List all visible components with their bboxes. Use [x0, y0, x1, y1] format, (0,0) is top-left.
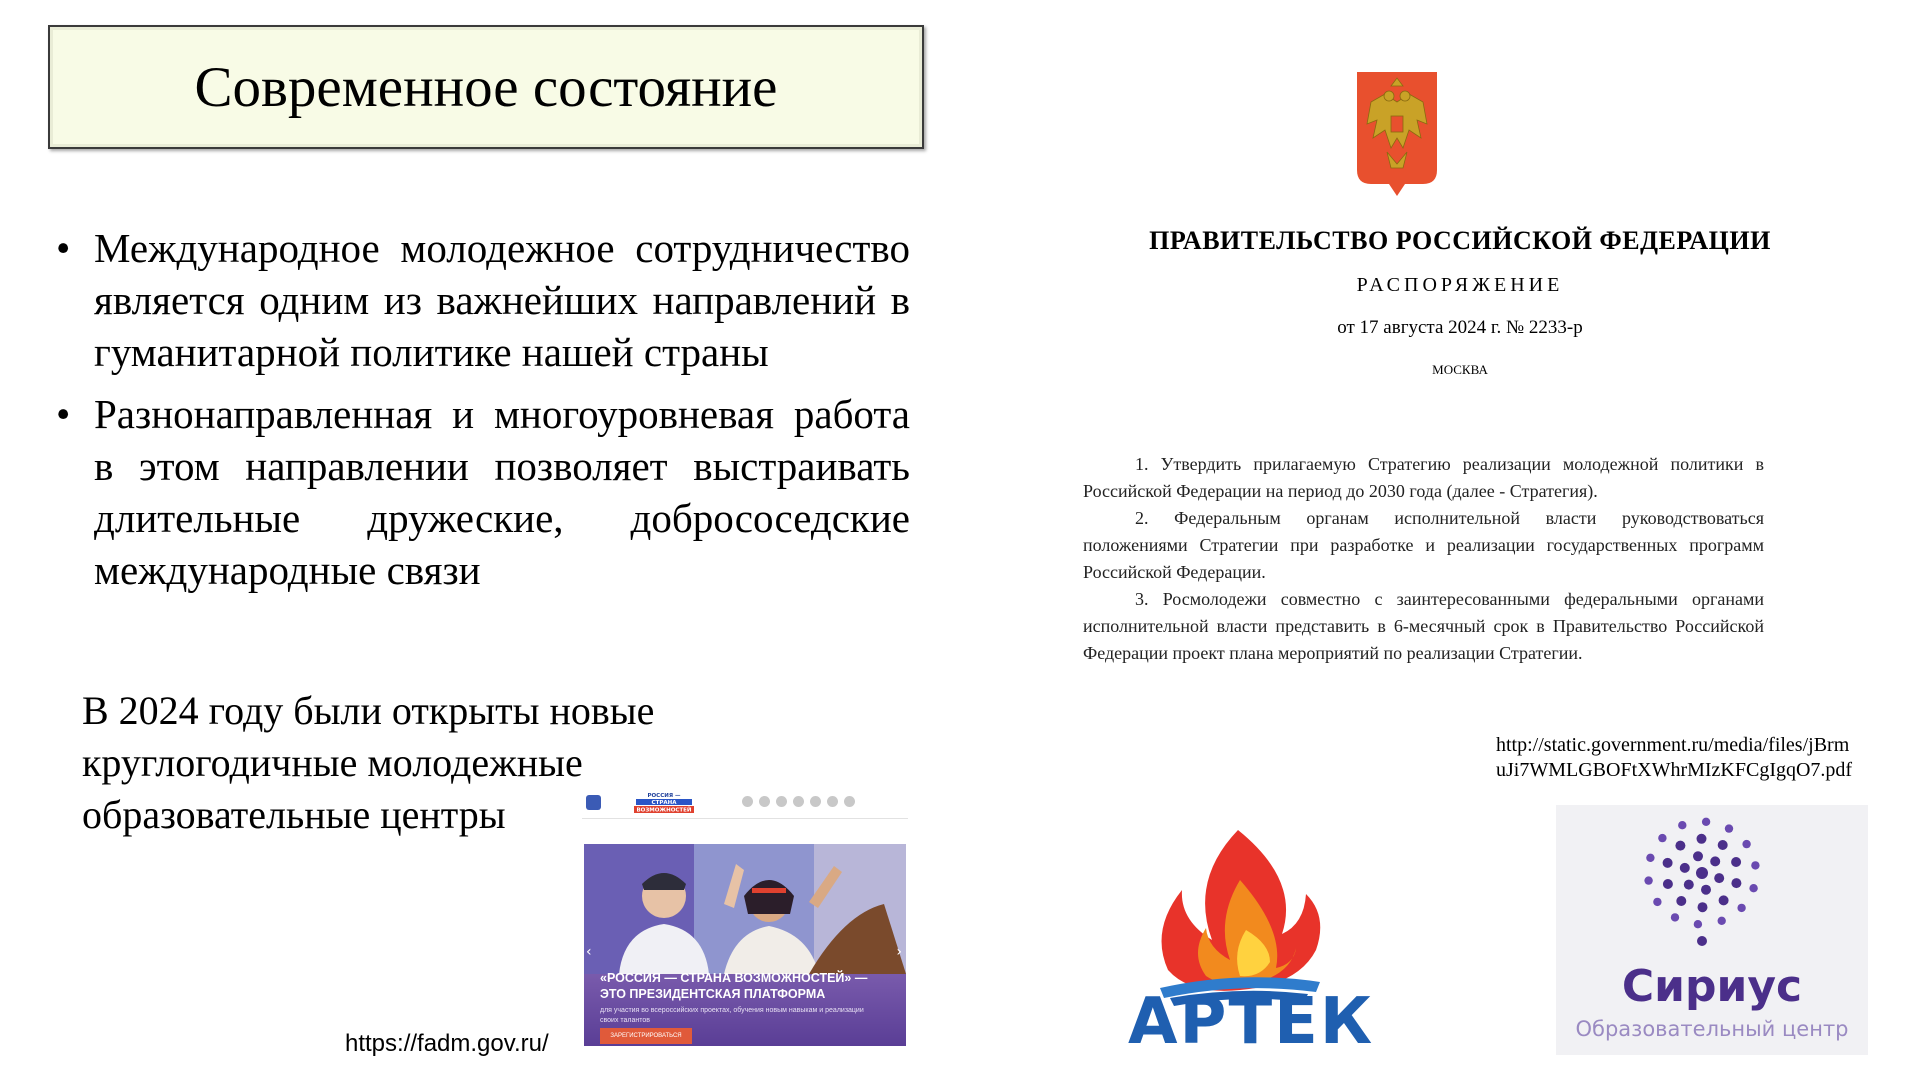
sirius-dot: [1693, 851, 1703, 861]
sirius-dot: [1653, 898, 1661, 906]
sirius-name: Сириус: [1621, 961, 1803, 1012]
bullet-list: [50, 222, 910, 606]
sirius-dot: [1676, 896, 1686, 906]
social-icons: [742, 796, 855, 807]
sirius-dot: [1710, 856, 1720, 866]
gov-paragraph: 1. Утвердить прилагаемую Стратегию реализации молодежной политики в Российской Федерации на период до 2030 года (далее - Стратегия).: [1083, 454, 1764, 501]
sirius-dot: [1684, 880, 1694, 890]
website-header: [582, 786, 908, 819]
hero-photo: [584, 844, 906, 974]
social-icon[interactable]: [776, 796, 787, 807]
gov-city: МОСКВА: [1432, 362, 1488, 377]
sirius-dots-icon: [1632, 813, 1772, 953]
coat-of-arms-icon: [1357, 72, 1437, 200]
centers-text: В 2024 году были открыты новые круглогодичные молодежные образовательные центры: [82, 688, 655, 837]
fadm-link[interactable]: https://fadm.gov.ru/: [345, 1030, 549, 1057]
website-logo-top: РОССИЯ —: [647, 793, 681, 799]
sirius-dot: [1718, 917, 1726, 925]
sirius-dot: [1694, 920, 1702, 928]
bullet-item: • Разнонаправленная и многоуровневая работа в этом направлении позволяет выстраивать длительные дружеские, добрососедские международные связи: [50, 388, 910, 596]
sirius-dot: [1678, 821, 1686, 829]
sirius-dot: [1671, 913, 1679, 921]
sirius-dot: [1725, 824, 1733, 832]
artek-name: АРТЕК: [1128, 985, 1375, 1059]
website-logo: [632, 790, 696, 814]
hero-next-arrow[interactable]: ›: [896, 944, 902, 960]
sirius-dot: [1698, 902, 1708, 912]
gov-body: [1083, 451, 1764, 667]
gov-header: ПРАВИТЕЛЬСТВО РОССИЙСКОЙ ФЕДЕРАЦИИ: [1149, 226, 1771, 255]
sirius-logo: [1556, 805, 1868, 1055]
sirius-dot: [1680, 863, 1690, 873]
gov-url-line: http://static.government.ru/media/files/jBrm: [1496, 734, 1850, 756]
sirius-dot: [1696, 867, 1708, 879]
sirius-dot: [1714, 873, 1724, 883]
gov-date-line: от 17 августа 2024 г. № 2233-р: [1337, 317, 1583, 338]
sirius-dot: [1644, 876, 1652, 884]
sirius-dot: [1675, 841, 1685, 851]
sirius-dot: [1751, 861, 1759, 869]
sirius-dot: [1731, 857, 1741, 867]
social-icon[interactable]: [793, 796, 804, 807]
hero-subtitle: для участия во всероссийских проектах, обучения новым навыкам и реализации своих талантов: [600, 1007, 864, 1024]
gov-doc-type: РАСПОРЯЖЕНИЕ: [1356, 274, 1564, 296]
social-icon[interactable]: [844, 796, 855, 807]
sirius-dot: [1697, 936, 1707, 946]
website-screenshot: [582, 786, 908, 1046]
sirius-dot: [1646, 854, 1654, 862]
sirius-dot: [1658, 834, 1666, 842]
slide-title: Современное состояние: [194, 55, 778, 119]
sirius-dot: [1718, 840, 1728, 850]
gov-paragraph: 3. Росмолодежи совместно с заинтересованными федеральными органами исполнительной власти представить в 6-месячный срок в Правительство Российской Федерации проект плана мероприятий по реализации Стратегии.: [1083, 589, 1764, 663]
gov-url-line: uJi7WMLGBOFtXWhrMIzKFCgIgqO7.pdf: [1496, 759, 1853, 781]
sirius-dot: [1701, 885, 1711, 895]
social-icon[interactable]: [759, 796, 770, 807]
sirius-dot: [1697, 834, 1707, 844]
sirius-dot: [1702, 818, 1710, 826]
sirius-dot: [1663, 879, 1673, 889]
gov-paragraph: 2. Федеральным органам исполнительной власти руководствоваться положениями Стратегии при разработке и реализации государственных программ Российской Федерации.: [1083, 508, 1764, 582]
menu-icon[interactable]: [586, 795, 601, 810]
website-hero: [584, 844, 906, 1046]
social-icon[interactable]: [742, 796, 753, 807]
sirius-dot: [1737, 904, 1745, 912]
sirius-subtitle: Образовательный центр: [1575, 1017, 1849, 1041]
hero-prev-arrow[interactable]: ‹: [586, 944, 592, 960]
social-icon[interactable]: [827, 796, 838, 807]
sirius-dot: [1719, 895, 1729, 905]
gov-url[interactable]: [1496, 733, 1896, 783]
social-icon[interactable]: [810, 796, 821, 807]
sirius-dot: [1749, 884, 1757, 892]
website-logo-mid: СТРАНА: [651, 800, 677, 806]
website-logo-bottom: ВОЗМОЖНОСТЕЙ: [636, 807, 692, 814]
hero-title: «РОССИЯ — СТРАНА ВОЗМОЖНОСТЕЙ» — ЭТО ПРЕЗИДЕНТСКАЯ ПЛАТФОРМА: [600, 971, 868, 1001]
sirius-dot: [1731, 878, 1741, 888]
register-button[interactable]: ЗАРЕГИСТРИРОВАТЬСЯ: [600, 1028, 692, 1044]
bullet-item: • Международное молодежное сотрудничество является одним из важнейших направлений в гуманитарной политике нашей страны: [50, 222, 910, 378]
sirius-dot: [1663, 858, 1673, 868]
title-box: [48, 25, 924, 149]
sirius-dot: [1742, 840, 1750, 848]
